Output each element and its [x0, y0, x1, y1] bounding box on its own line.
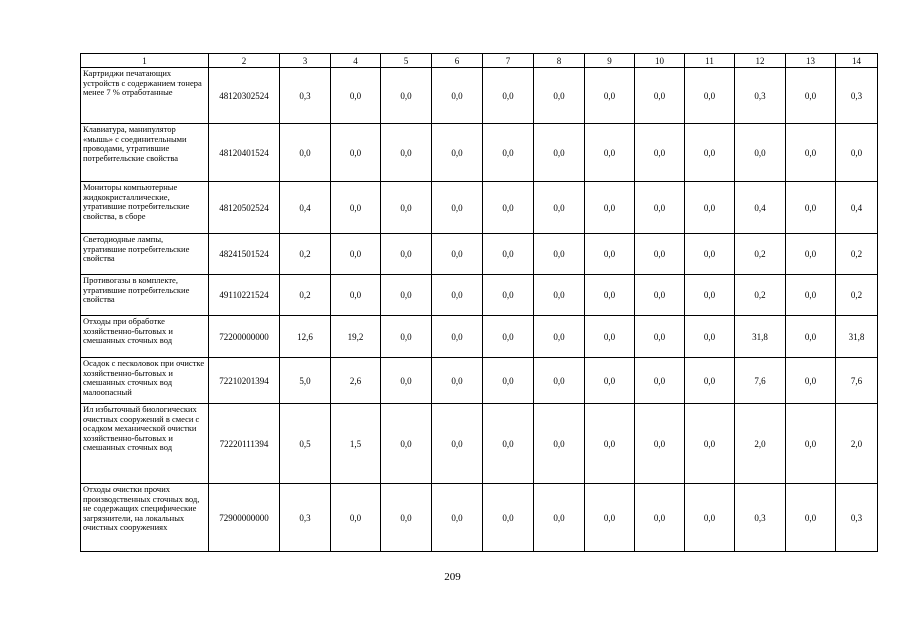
column-number-header-row [81, 54, 878, 68]
value-cell: 0,0 [685, 234, 735, 275]
value-cell: 0,0 [685, 275, 735, 316]
value-cell: 0,0 [432, 124, 483, 182]
waste-code-cell: 48241501524 [209, 234, 280, 275]
value-cell: 0,0 [483, 358, 534, 404]
waste-name-cell: Светодиодные лампы, утратившие потребительские свойства [81, 234, 209, 275]
waste-name-cell: Ил избыточный биологических очистных сооружений в смеси с осадком механической очистки хозяйственно-бытовых и смешанных сточных вод [81, 404, 209, 484]
value-cell: 0,0 [483, 234, 534, 275]
value-cell: 0,0 [585, 316, 635, 358]
column-number-header: 6 [432, 54, 483, 68]
value-cell: 0,0 [735, 124, 786, 182]
value-cell: 0,0 [381, 484, 432, 552]
value-cell: 0,0 [685, 358, 735, 404]
value-cell: 0,0 [635, 484, 685, 552]
value-cell: 2,6 [331, 358, 381, 404]
value-cell: 0,0 [786, 358, 836, 404]
waste-code-cell: 72220111394 [209, 404, 280, 484]
value-cell: 0,0 [432, 182, 483, 234]
column-number-header: 5 [381, 54, 432, 68]
value-cell: 0,0 [280, 124, 331, 182]
value-cell: 0,0 [534, 484, 585, 552]
value-cell: 0,0 [685, 316, 735, 358]
table-row [81, 484, 878, 552]
value-cell: 0,0 [585, 358, 635, 404]
column-number-header: 11 [685, 54, 735, 68]
value-cell: 0,0 [786, 316, 836, 358]
table-row [81, 182, 878, 234]
column-number-header: 4 [331, 54, 381, 68]
value-cell: 0,3 [735, 68, 786, 124]
value-cell: 0,0 [685, 484, 735, 552]
value-cell: 0,0 [685, 68, 735, 124]
value-cell: 0,0 [836, 124, 878, 182]
column-number-header: 13 [786, 54, 836, 68]
value-cell: 0,0 [432, 275, 483, 316]
waste-name-cell: Отходы при обработке хозяйственно-бытовых и смешанных сточных вод [81, 316, 209, 358]
value-cell: 0,0 [786, 124, 836, 182]
column-number-header: 9 [585, 54, 635, 68]
value-cell: 0,0 [685, 124, 735, 182]
value-cell: 0,0 [331, 182, 381, 234]
value-cell: 0,0 [534, 404, 585, 484]
value-cell: 0,0 [381, 358, 432, 404]
value-cell: 0,0 [685, 182, 735, 234]
value-cell: 2,0 [836, 404, 878, 484]
value-cell: 1,5 [331, 404, 381, 484]
value-cell: 0,0 [635, 404, 685, 484]
value-cell: 0,0 [585, 234, 635, 275]
value-cell: 0,0 [635, 316, 685, 358]
value-cell: 0,0 [432, 404, 483, 484]
waste-code-cell: 49110221524 [209, 275, 280, 316]
table-row [81, 316, 878, 358]
waste-name-cell: Клавиатура, манипулятор «мышь» с соединительными проводами, утратившие потребительские свойства [81, 124, 209, 182]
value-cell: 0,0 [381, 182, 432, 234]
value-cell: 0,2 [836, 234, 878, 275]
value-cell: 0,0 [534, 275, 585, 316]
column-number-header: 14 [836, 54, 878, 68]
value-cell: 0,3 [280, 484, 331, 552]
waste-name-cell: Мониторы компьютерные жидкокристаллические, утратившие потребительские свойства, в сборе [81, 182, 209, 234]
value-cell: 0,0 [381, 68, 432, 124]
value-cell: 0,0 [635, 234, 685, 275]
value-cell: 0,3 [280, 68, 331, 124]
column-number-header: 8 [534, 54, 585, 68]
value-cell: 0,0 [432, 68, 483, 124]
value-cell: 0,0 [381, 404, 432, 484]
value-cell: 0,0 [534, 316, 585, 358]
value-cell: 0,0 [381, 234, 432, 275]
waste-code-cell: 72210201394 [209, 358, 280, 404]
value-cell: 0,4 [280, 182, 331, 234]
value-cell: 0,0 [483, 124, 534, 182]
value-cell: 31,8 [735, 316, 786, 358]
waste-code-cell: 72900000000 [209, 484, 280, 552]
value-cell: 31,8 [836, 316, 878, 358]
value-cell: 0,2 [836, 275, 878, 316]
value-cell: 0,0 [635, 124, 685, 182]
value-cell: 0,3 [836, 68, 878, 124]
value-cell: 0,0 [786, 234, 836, 275]
value-cell: 0,0 [685, 404, 735, 484]
value-cell: 0,0 [585, 182, 635, 234]
value-cell: 0,0 [432, 234, 483, 275]
value-cell: 0,0 [786, 404, 836, 484]
column-number-header: 12 [735, 54, 786, 68]
value-cell: 0,5 [280, 404, 331, 484]
value-cell: 0,0 [432, 358, 483, 404]
value-cell: 0,0 [331, 124, 381, 182]
value-cell: 0,0 [331, 484, 381, 552]
waste-code-cell: 48120502524 [209, 182, 280, 234]
column-number-header: 7 [483, 54, 534, 68]
value-cell: 0,0 [483, 68, 534, 124]
value-cell: 0,0 [585, 68, 635, 124]
table-row [81, 234, 878, 275]
value-cell: 0,0 [483, 484, 534, 552]
value-cell: 0,0 [534, 234, 585, 275]
value-cell: 0,0 [786, 275, 836, 316]
value-cell: 0,4 [836, 182, 878, 234]
value-cell: 0,3 [836, 484, 878, 552]
value-cell: 0,0 [585, 124, 635, 182]
waste-name-cell: Противогазы в комплекте, утратившие потребительские свойства [81, 275, 209, 316]
table-row [81, 68, 878, 124]
value-cell: 0,0 [534, 68, 585, 124]
waste-code-cell: 48120302524 [209, 68, 280, 124]
table-row [81, 124, 878, 182]
value-cell: 0,0 [585, 484, 635, 552]
value-cell: 0,0 [585, 275, 635, 316]
value-cell: 0,0 [534, 358, 585, 404]
value-cell: 0,0 [786, 484, 836, 552]
value-cell: 0,0 [635, 182, 685, 234]
value-cell: 7,6 [735, 358, 786, 404]
column-number-header: 2 [209, 54, 280, 68]
table-row [81, 358, 878, 404]
value-cell: 0,2 [735, 234, 786, 275]
waste-name-cell: Отходы очистки прочих производственных сточных вод, не содержащих специфические загрязнители, на локальных очистных сооружениях [81, 484, 209, 552]
value-cell: 7,6 [836, 358, 878, 404]
value-cell: 2,0 [735, 404, 786, 484]
value-cell: 0,0 [381, 316, 432, 358]
value-cell: 0,4 [735, 182, 786, 234]
value-cell: 5,0 [280, 358, 331, 404]
value-cell: 0,0 [483, 275, 534, 316]
waste-code-cell: 72200000000 [209, 316, 280, 358]
column-number-header: 1 [81, 54, 209, 68]
value-cell: 0,0 [331, 234, 381, 275]
table-row [81, 404, 878, 484]
value-cell: 0,0 [534, 124, 585, 182]
value-cell: 0,0 [635, 358, 685, 404]
value-cell: 0,0 [786, 68, 836, 124]
page-number: 209 [444, 571, 461, 583]
table-row [81, 275, 878, 316]
column-number-header: 3 [280, 54, 331, 68]
value-cell: 0,0 [585, 404, 635, 484]
waste-name-cell: Картриджи печатающих устройств с содержанием тонера менее 7 % отработанные [81, 68, 209, 124]
value-cell: 19,2 [331, 316, 381, 358]
value-cell: 0,0 [381, 124, 432, 182]
value-cell: 0,0 [331, 275, 381, 316]
value-cell: 0,0 [432, 316, 483, 358]
value-cell: 0,2 [735, 275, 786, 316]
value-cell: 0,0 [331, 68, 381, 124]
column-number-header: 10 [635, 54, 685, 68]
value-cell: 0,0 [483, 404, 534, 484]
waste-data-table [80, 53, 878, 552]
value-cell: 0,0 [635, 68, 685, 124]
value-cell: 0,0 [381, 275, 432, 316]
value-cell: 12,6 [280, 316, 331, 358]
waste-code-cell: 48120401524 [209, 124, 280, 182]
value-cell: 0,0 [786, 182, 836, 234]
value-cell: 0,0 [483, 182, 534, 234]
value-cell: 0,0 [635, 275, 685, 316]
waste-name-cell: Осадок с песколовок при очистке хозяйственно-бытовых и смешанных сточных вод малоопасный [81, 358, 209, 404]
value-cell: 0,2 [280, 275, 331, 316]
value-cell: 0,0 [432, 484, 483, 552]
value-cell: 0,2 [280, 234, 331, 275]
value-cell: 0,0 [483, 316, 534, 358]
value-cell: 0,3 [735, 484, 786, 552]
value-cell: 0,0 [534, 182, 585, 234]
